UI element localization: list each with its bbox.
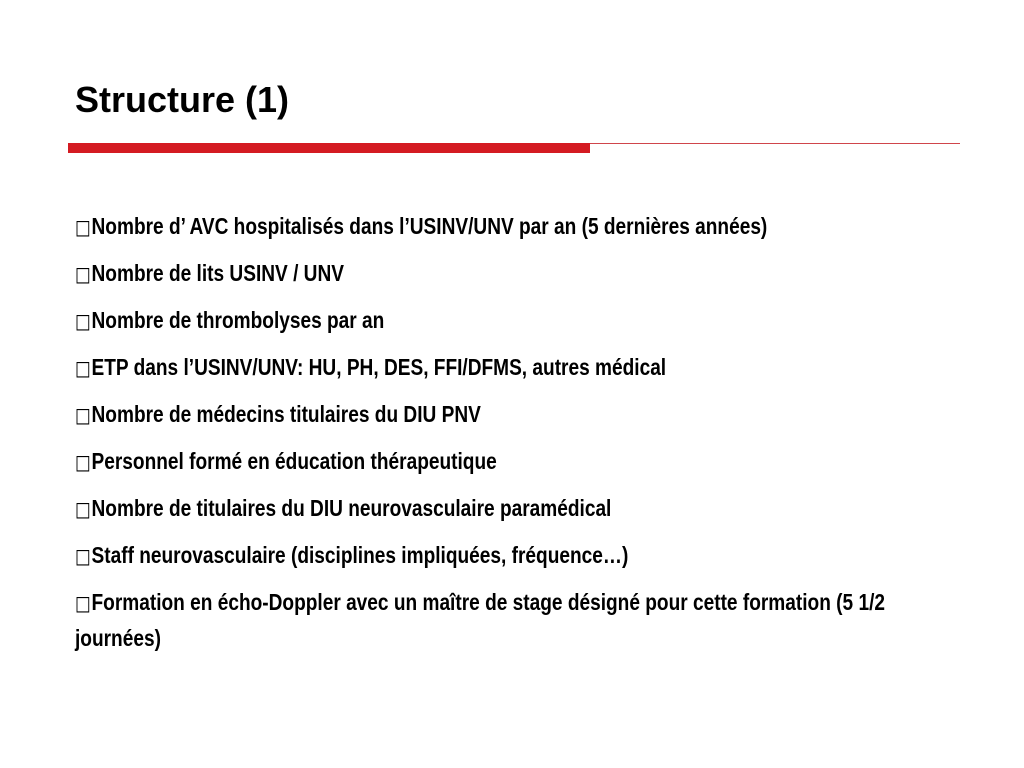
title-underline-thick bbox=[68, 143, 590, 153]
checkbox-square-icon: □ bbox=[75, 450, 91, 474]
list-item bbox=[75, 303, 955, 339]
checkbox-square-icon: □ bbox=[75, 356, 91, 380]
bullet-text: Personnel formé en éducation thérapeutique bbox=[91, 448, 497, 474]
title-underline-thin bbox=[590, 143, 960, 144]
checkbox-square-icon: □ bbox=[75, 403, 91, 427]
list-item bbox=[75, 350, 955, 386]
list-item bbox=[75, 444, 955, 480]
checkbox-square-icon: □ bbox=[75, 215, 91, 239]
bullet-text: Formation en écho-Doppler avec un maître de stage désigné pour cette formation (5 1/2 journées) bbox=[75, 589, 885, 651]
checkbox-square-icon: □ bbox=[75, 591, 91, 615]
slide-title: Structure (1) bbox=[75, 79, 290, 120]
list-item bbox=[75, 209, 955, 245]
bullet-list bbox=[75, 209, 955, 667]
checkbox-square-icon: □ bbox=[75, 544, 91, 568]
list-item bbox=[75, 538, 955, 574]
bullet-text: Nombre de thrombolyses par an bbox=[91, 307, 385, 333]
checkbox-square-icon: □ bbox=[75, 309, 91, 333]
checkbox-square-icon: □ bbox=[75, 262, 91, 286]
bullet-text: Staff neurovasculaire (disciplines impliquées, fréquence…) bbox=[91, 542, 629, 568]
bullet-text: ETP dans l’USINV/UNV: HU, PH, DES, FFI/DFMS, autres médical bbox=[91, 354, 667, 380]
checkbox-square-icon: □ bbox=[75, 497, 91, 521]
list-item bbox=[75, 256, 955, 292]
bullet-text: Nombre de médecins titulaires du DIU PNV bbox=[91, 401, 481, 427]
list-item bbox=[75, 491, 955, 527]
list-item bbox=[75, 397, 955, 433]
list-item bbox=[75, 585, 955, 656]
bullet-text: Nombre d’ AVC hospitalisés dans l’USINV/UNV par an (5 dernières années) bbox=[91, 213, 768, 239]
bullet-text: Nombre de titulaires du DIU neurovasculaire paramédical bbox=[91, 495, 612, 521]
bullet-text: Nombre de lits USINV / UNV bbox=[91, 260, 344, 286]
